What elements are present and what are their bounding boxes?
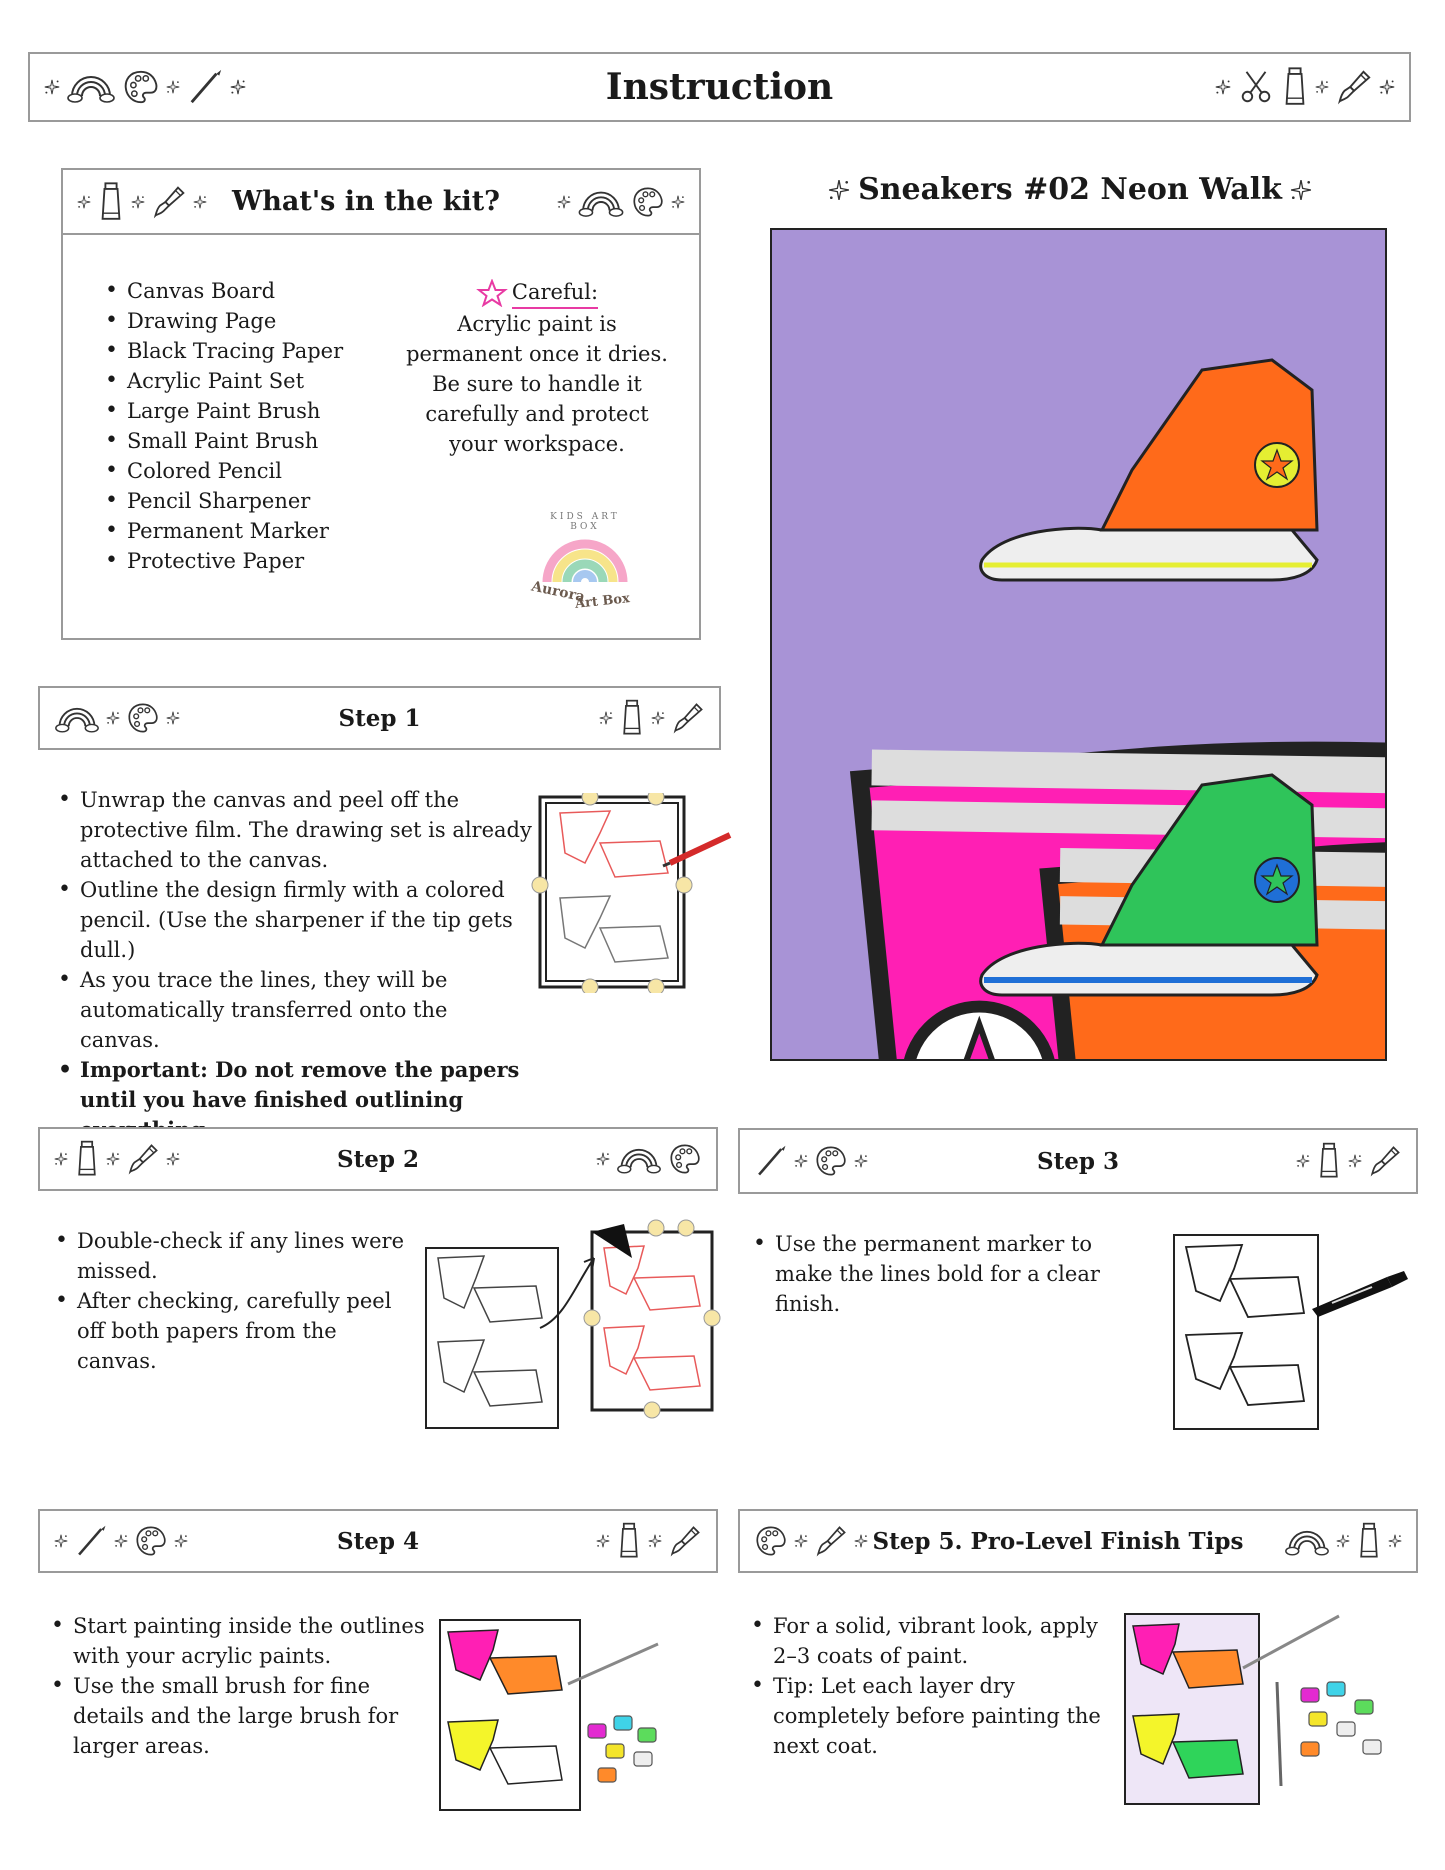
sparkle-icon (1290, 179, 1312, 201)
artwork-canvas (770, 228, 1387, 1061)
sparkle-icon (794, 1154, 808, 1168)
paint-tube-icon (1356, 1521, 1382, 1561)
sparkle-icon (1296, 1154, 1310, 1168)
palette-icon (631, 185, 665, 219)
tracing-illustration (530, 793, 740, 993)
paint-tube-icon (616, 1521, 642, 1561)
sparkle-icon (828, 179, 850, 201)
list-item-important: • Important: Do not remove the papers until you have finished outlining (52, 1055, 532, 1145)
finish-illustration (1123, 1612, 1403, 1807)
sparkle-icon (77, 195, 91, 209)
step3-illustration (1172, 1233, 1412, 1433)
paintbrush-icon (1335, 68, 1373, 106)
step3-right-icons (1296, 1130, 1402, 1192)
list-item: • For a solid, vibrant look, apply 2–3 coats of paint. (745, 1611, 1115, 1671)
step3-header (738, 1128, 1418, 1194)
list-item: • Tip: Let each layer dry completely before painting the next coat. (745, 1671, 1115, 1761)
paint-tube-icon (74, 1139, 100, 1179)
step4-right-icons (596, 1511, 702, 1571)
step5-header (738, 1509, 1418, 1573)
peeling-illustration (424, 1218, 724, 1432)
list-item: • Protective Paper (99, 546, 343, 576)
palette-icon (134, 1524, 168, 1558)
paintbrush-icon (754, 1144, 788, 1178)
sparkle-icon (193, 195, 207, 209)
step2-left-icons (54, 1129, 180, 1189)
step2-illustration (424, 1218, 724, 1432)
step1-list (52, 785, 532, 1145)
sparkle-icon (131, 195, 145, 209)
sparkle-icon (44, 79, 60, 95)
title-bar (28, 52, 1411, 122)
sparkle-icon (651, 711, 665, 725)
sparkle-icon (1348, 1154, 1362, 1168)
sparkle-icon (599, 711, 613, 725)
logo-name-line2: Art Box (574, 591, 631, 612)
step4-illustration (438, 1618, 688, 1813)
sparkle-icon (557, 195, 571, 209)
step1-illustration (530, 793, 740, 993)
step4-list (45, 1611, 435, 1761)
sparkle-icon (166, 80, 180, 94)
sparkle-icon (1379, 79, 1395, 95)
sparkle-icon (166, 1152, 180, 1166)
sneaker-painting (772, 230, 1385, 1059)
kit-header (61, 168, 701, 235)
paintbrush-icon (814, 1524, 848, 1558)
list-item: • Colored Pencil (99, 456, 343, 486)
scissors-icon (1237, 68, 1275, 106)
step3-left-icons (754, 1130, 868, 1192)
sparkle-icon (166, 711, 180, 725)
paintbrush-icon (668, 1524, 702, 1558)
step1-title: Step 1 (338, 704, 421, 732)
step2-list (49, 1226, 409, 1376)
paintbrush-icon (151, 184, 187, 220)
paint-tube-icon (1281, 66, 1309, 108)
artwork-title-row (770, 172, 1370, 207)
step4-header (38, 1509, 718, 1573)
sparkle-icon (1388, 1534, 1402, 1548)
sparkle-icon (854, 1534, 868, 1548)
paint-tube-icon (97, 181, 125, 223)
step3-title: Step 3 (1037, 1147, 1119, 1175)
list-item: • Unwrap the canvas and peel off the protective film. The drawing set is already attached to the canvas. (52, 785, 532, 875)
list-item: • Pencil Sharpener (99, 486, 343, 516)
step2-header (38, 1127, 718, 1191)
careful-label: Careful: (512, 277, 598, 309)
paint-tube-icon (619, 698, 645, 738)
step2-right-icons (596, 1129, 702, 1189)
step5-title: Step 5. Pro-Level Finish Tips (872, 1527, 1244, 1555)
step1-right-icons (599, 688, 705, 748)
sparkle-icon (230, 79, 246, 95)
sparkle-icon (671, 195, 685, 209)
sparkle-icon (106, 1152, 120, 1166)
sparkle-icon (596, 1152, 610, 1166)
title-right-icons (1215, 54, 1395, 120)
paintbrush-icon (186, 68, 224, 106)
kit-list (99, 276, 343, 576)
careful-text: Acrylic paint is permanent once it dries. Be sure to handle it carefully and protect your workspace. (406, 312, 668, 456)
list-item: • Double-check if any lines were missed. (49, 1226, 409, 1286)
kit-header-right-icons (557, 170, 685, 233)
logo-small-text: KIDS ART BOX (550, 512, 620, 532)
list-item: • Drawing Page (99, 306, 343, 336)
sparkle-icon (648, 1534, 662, 1548)
step5-illustration (1123, 1612, 1403, 1807)
palette-icon (126, 701, 160, 735)
marker-illustration (1172, 1233, 1412, 1433)
step3-list (747, 1229, 1147, 1319)
list-item: • Large Paint Brush (99, 396, 343, 426)
orange-sneaker-sole (981, 360, 1317, 580)
rainbow-icon (577, 186, 625, 218)
painting-illustration (438, 1618, 688, 1813)
list-item: • Canvas Board (99, 276, 343, 306)
step5-list (745, 1611, 1115, 1761)
sparkle-icon (596, 1534, 610, 1548)
sparkle-icon (1315, 80, 1329, 94)
paintbrush-icon (1368, 1144, 1402, 1178)
step2-title: Step 2 (337, 1145, 419, 1173)
list-item: • Black Tracing Paper (99, 336, 343, 366)
kit-content (61, 235, 701, 640)
list-item: • Outline the design firmly with a colored pencil. (Use the sharpener if the tip gets dull.) (52, 875, 532, 965)
list-item: • Use the small brush for fine details and the large brush for larger areas. (45, 1671, 435, 1761)
sparkle-icon (794, 1534, 808, 1548)
kit-header-left-icons (77, 170, 207, 233)
sparkle-icon (854, 1154, 868, 1168)
title-left-icons (44, 54, 246, 120)
sparkle-icon (114, 1534, 128, 1548)
paintbrush-icon (126, 1142, 160, 1176)
rainbow-icon (54, 702, 100, 734)
list-item: • Start painting inside the outlines with your acrylic paints. (45, 1611, 435, 1671)
palette-icon (668, 1142, 702, 1176)
artwork-title: Sneakers #02 Neon Walk (858, 172, 1282, 207)
sparkle-icon (54, 1534, 68, 1548)
palette-icon (814, 1144, 848, 1178)
rainbow-icon (1284, 1525, 1330, 1557)
rainbow-icon (616, 1143, 662, 1175)
kit-heading: What's in the kit? (231, 186, 500, 217)
list-item: • Permanent Marker (99, 516, 343, 546)
sparkle-icon (1336, 1534, 1350, 1548)
list-item: • Small Paint Brush (99, 426, 343, 456)
list-item: • Acrylic Paint Set (99, 366, 343, 396)
paintbrush-icon (671, 701, 705, 735)
paintbrush-icon (74, 1524, 108, 1558)
step4-left-icons (54, 1511, 188, 1571)
logo-name-line1: Aurora (529, 578, 587, 606)
step5-left-icons (754, 1511, 868, 1571)
step1-left-icons (54, 688, 180, 748)
sparkle-icon (54, 1152, 68, 1166)
step4-title: Step 4 (337, 1527, 419, 1555)
aurora-logo (525, 510, 645, 620)
paint-tube-icon (1316, 1141, 1342, 1181)
sparkle-icon (106, 711, 120, 725)
page-title: Instruction (605, 66, 834, 108)
palette-icon (122, 68, 160, 106)
list-item: • As you trace the lines, they will be automatically transferred onto the canvas. (52, 965, 532, 1055)
step1-header (38, 686, 721, 750)
list-item: • Use the permanent marker to make the lines bold for a clear finish. (747, 1229, 1147, 1319)
rainbow-icon (66, 70, 116, 104)
star-icon (476, 279, 508, 307)
sparkle-icon (1215, 79, 1231, 95)
careful-note (397, 277, 677, 459)
step5-right-icons (1284, 1511, 1402, 1571)
palette-icon (754, 1524, 788, 1558)
sparkle-icon (174, 1534, 188, 1548)
list-item: • After checking, carefully peel off both papers from the canvas. (49, 1286, 409, 1376)
